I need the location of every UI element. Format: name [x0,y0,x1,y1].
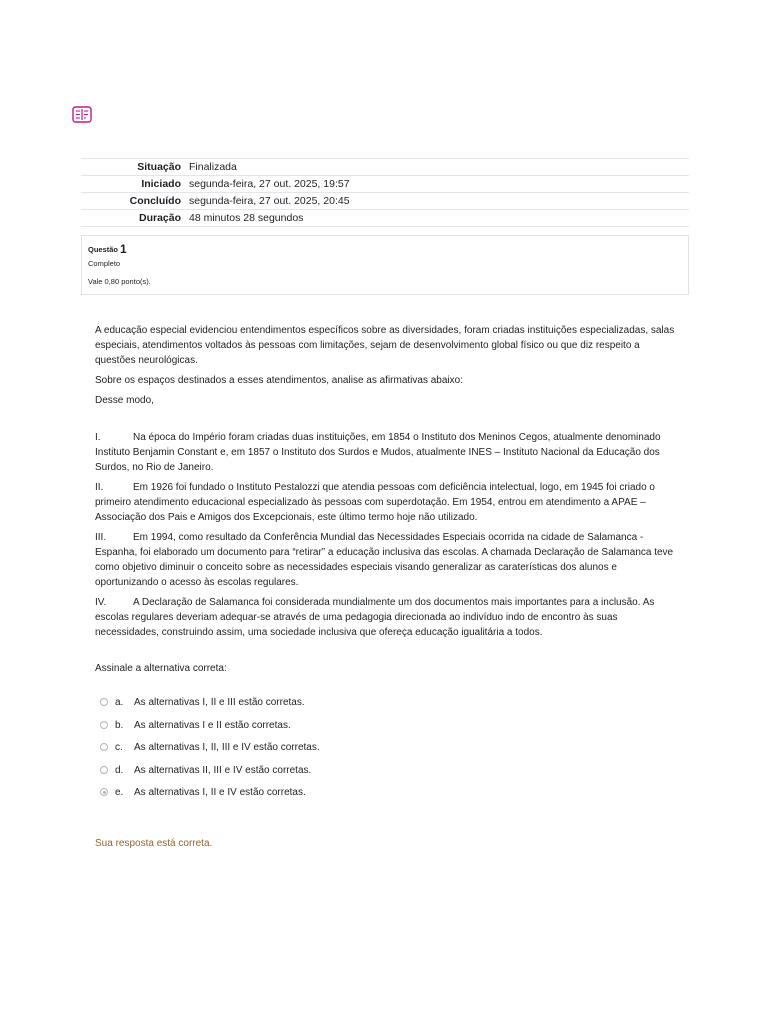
answer-text: As alternativas I, II e IV estão corretas. [134,787,306,798]
summary-label: Concluído [81,193,189,210]
summary-value: segunda-feira, 27 out. 2025, 19:57 [189,176,689,193]
question-lead: Desse modo, [95,395,154,406]
answer-letter: a. [115,697,124,708]
statement-iii [95,530,675,590]
question-label: Questão [88,245,119,254]
question-instruction: Sobre os espaços destinados a esses atendimentos, analise as afirmativas abaixo: [95,375,463,386]
answer-prompt: Assinale a alternativa correta: [95,663,227,674]
statement-number: I. [95,432,101,443]
statement-text: Em 1926 foi fundado o Instituto Pestalozzi que atendia pessoas com deficiência intelectual, logo, em 1945 foi criado o primeiro atendimento educacional especializado às pessoas com superdotação. Em 1954, entrou em atendimento a APAE – Associação dos Pais e Amigos dos Excepcionais, este último termo hoje não utilizado. [95,482,655,523]
summary-label: Iniciado [81,176,189,193]
answer-text: As alternativas I e II estão corretas. [134,719,291,731]
summary-row-duration [81,210,689,227]
answer-letter: d. [115,764,124,776]
radio-button[interactable] [100,766,108,774]
quiz-icon [72,106,92,123]
summary-label: Duração [81,210,189,227]
answer-text: As alternativas I, II, III e IV estão corretas. [134,742,320,753]
answer-feedback: Sua resposta está correta. [95,838,213,849]
summary-row-completed [81,193,689,210]
statement-text: Em 1994, como resultado da Conferência Mundial das Necessidades Especiais ocorrida na cidade de Salamanca - Espanha, foi elaborado um documento para “retirar” a educação inclusiva das escolas. A chamada Declaração de Salamanca teve como objetivo diminuir o conceito sobre as necessidades especiais visando generalizar as caraterísticas dos alunos e oportunizando o acesso às escolas regulares. [95,532,674,588]
answer-letter: c. [115,742,123,753]
answer-letter: e. [115,787,124,798]
statement-number: IV. [95,597,107,608]
statement-text: Na época do Império foram criadas duas instituições, em 1854 o Instituto dos Meninos Cegos, atualmente denominado Instituto Benjamin Constant e, em 1857 o Instituto dos Surdos e Mudos, atualmente INES – Instituto Nacional da Educação dos Surdos, no Rio de Janeiro. [95,432,661,473]
summary-value: 48 minutos 28 segundos [189,210,689,227]
summary-row-started [81,176,689,193]
answer-letter: b. [115,719,124,731]
statement-iv [95,595,675,640]
summary-value: Finalizada [189,159,689,176]
radio-button[interactable] [100,721,108,729]
question-text [95,323,675,640]
statement-number: III. [95,532,107,543]
answer-text: As alternativas II, III e IV estão corretas. [134,764,312,776]
question-number [88,242,127,256]
radio-button[interactable] [100,698,108,706]
answer-text: As alternativas I, II e III estão corretas. [134,697,305,708]
statement-number: II. [95,482,104,493]
summary-value: segunda-feira, 27 out. 2025, 20:45 [189,193,689,210]
radio-button[interactable] [100,743,108,751]
statement-text: A Declaração de Salamanca foi considerada mundialmente um dos documentos mais importantes para a inclusão. As escolas regulares deveriam adequar-se através de uma pedagogia direcionada ao indivíduo indo de encontro às suas necessidades, construindo assim, uma sociedade inclusiva que ofereça educação igualitária a todos. [95,597,655,638]
statement-i [95,430,675,475]
summary-row-status [81,159,689,176]
question-number-value: 1 [120,242,127,256]
question-state: Completo [88,259,121,268]
statement-ii [95,480,675,525]
question-grade: Vale 0,80 ponto(s). [88,277,151,286]
attempt-summary-table [81,158,689,227]
question-info-box [81,235,689,295]
question-intro: A educação especial evidenciou entendimentos específicos sobre as diversidades, foram criadas instituições especializadas, salas especiais, atendimentos voltados às pessoas com limitações, sejam de desenvolvimento global físico ou que diz respeito a questões neurológicas. [95,325,675,366]
summary-label: Situação [81,159,189,176]
radio-button-selected[interactable] [100,788,108,796]
